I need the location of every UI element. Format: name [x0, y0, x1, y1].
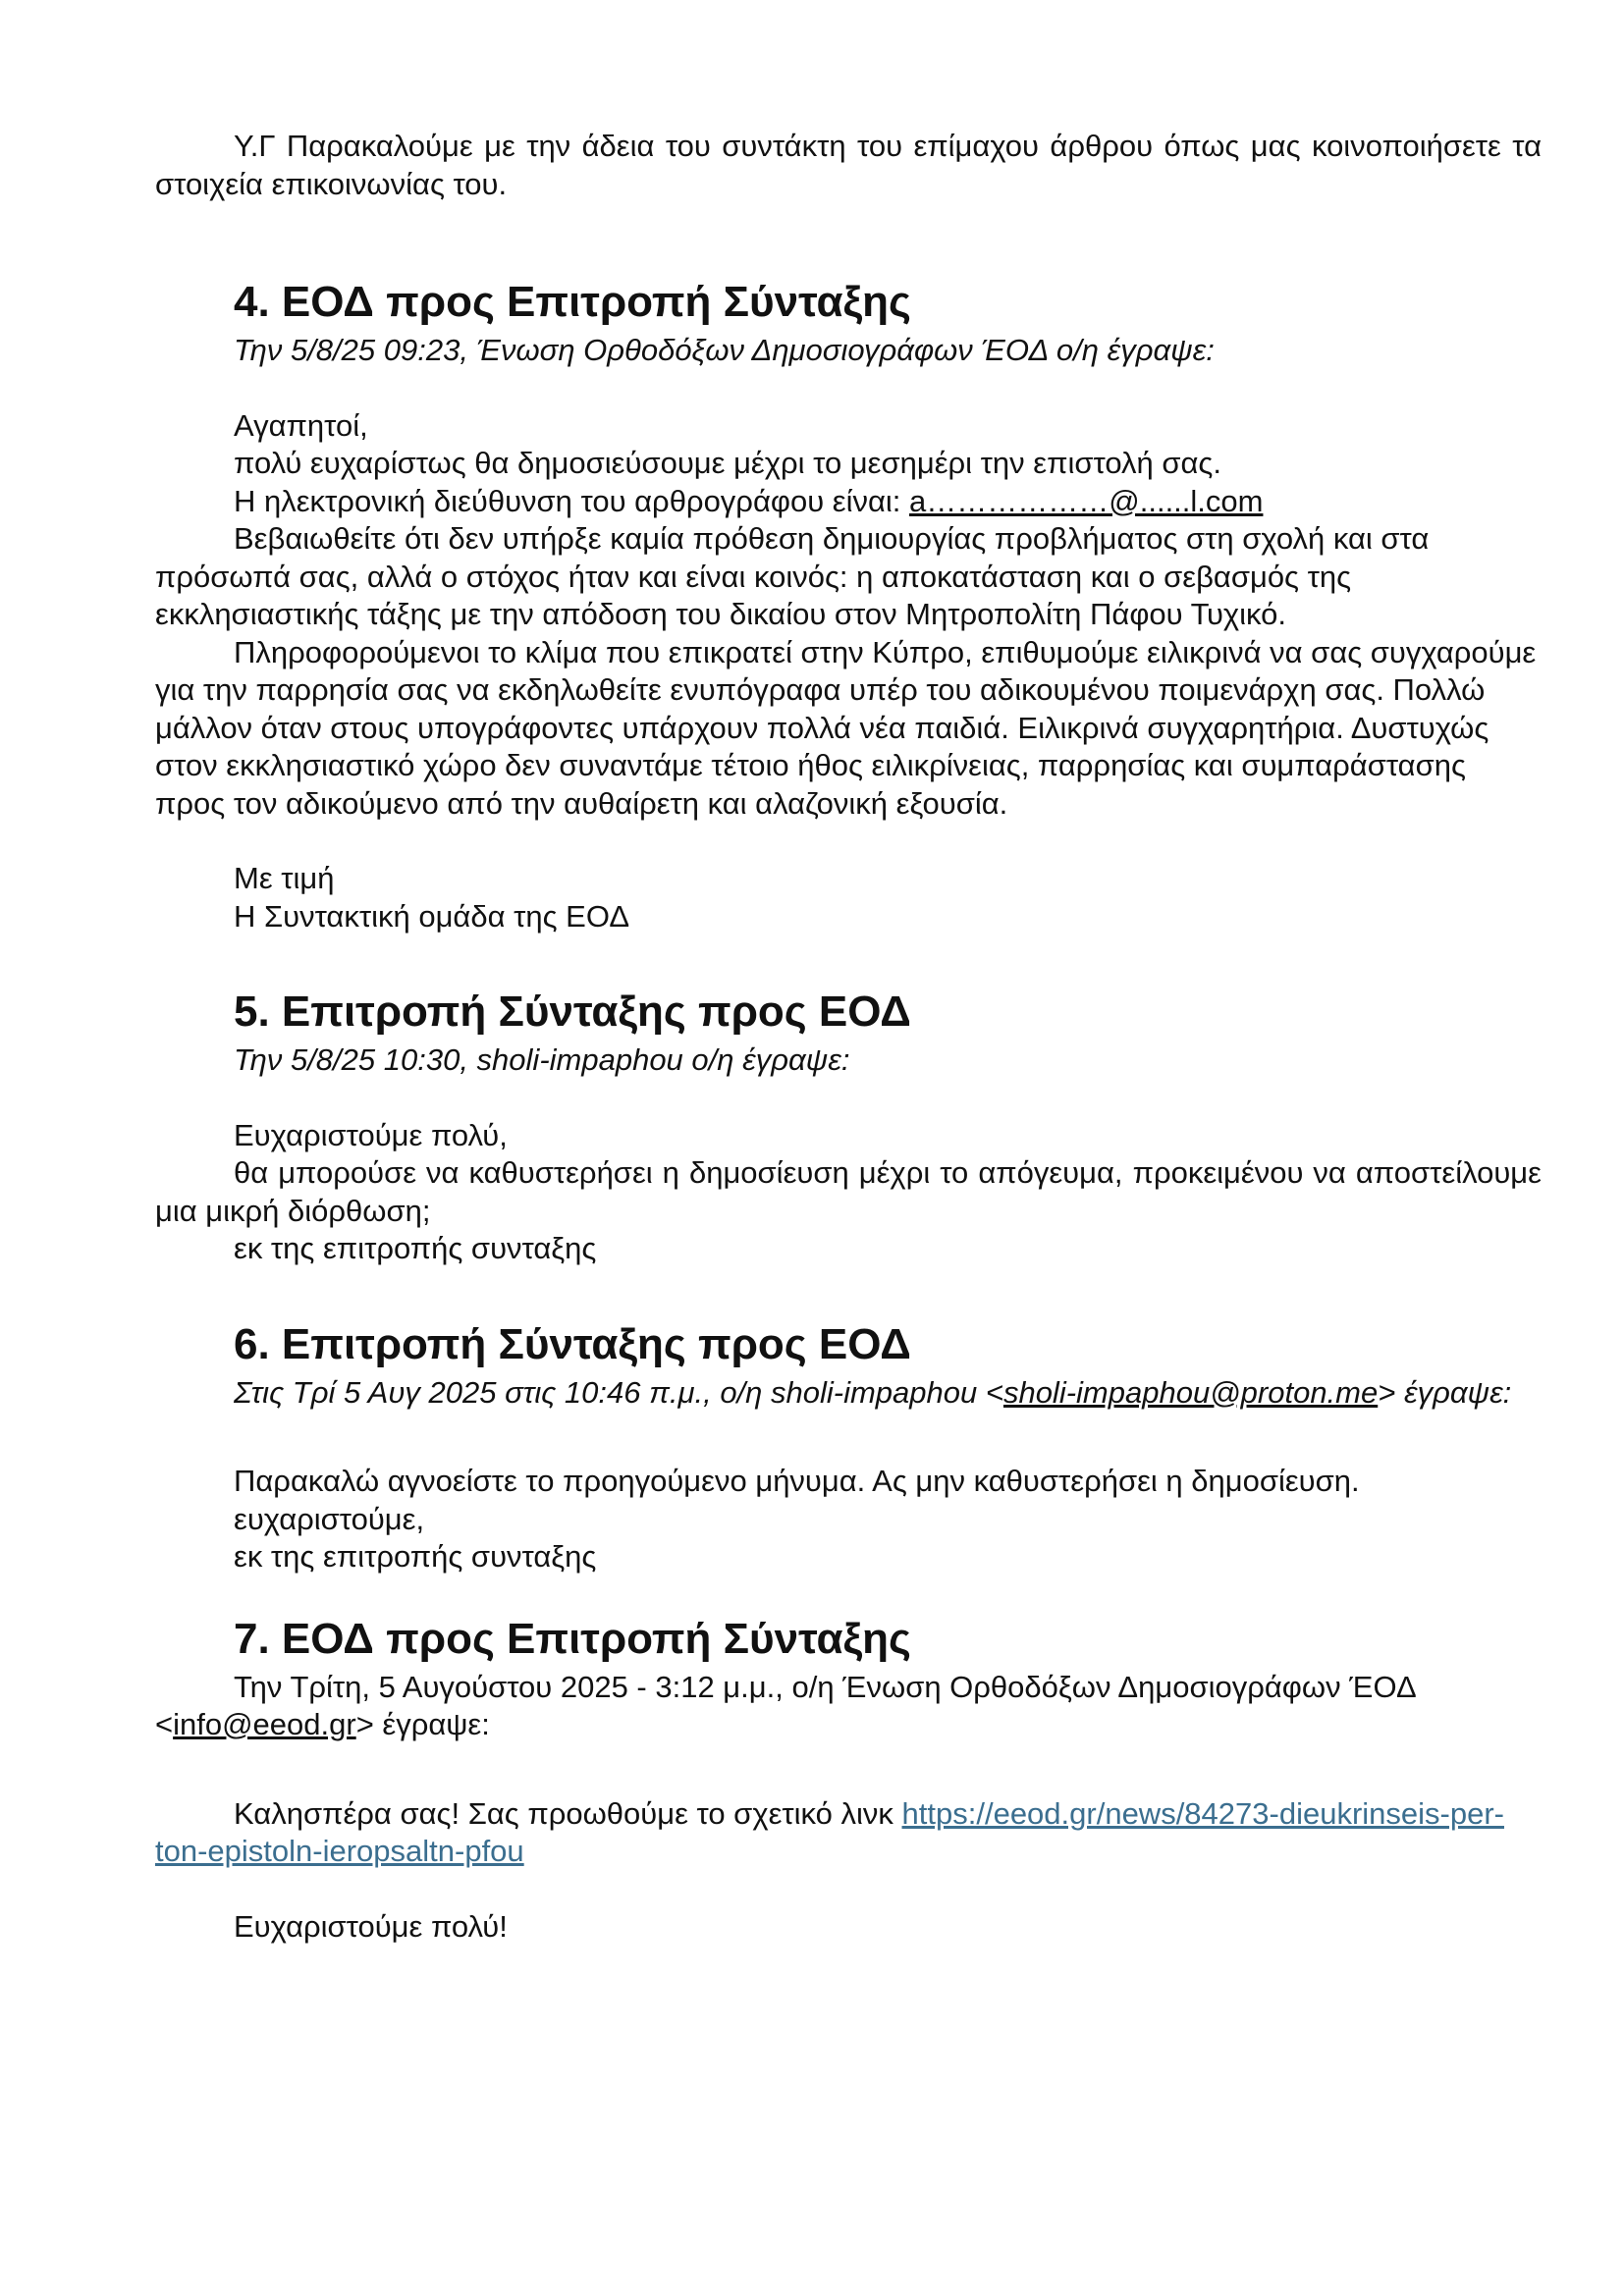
section-6-meta-suffix: > έγραψε:	[1378, 1374, 1512, 1410]
section-4-email-link[interactable]: a………………@......l.com	[909, 483, 1264, 518]
section-4-paragraph-1: Βεβαιωθείτε ότι δεν υπήρξε καμία πρόθεση δημιουργίας προβλήματος στη σχολή και στα πρόσωπά σας, αλλά ο στόχος ήταν και είναι κοινός: η αποκατάσταση και ο σεβασμός της εκκλησιαστικής τάξης με την απόδοση του δικαίου στον Μητροπολίτη Πάφου Τυχικό.	[155, 521, 1430, 631]
spacer	[155, 1744, 1542, 1795]
section-5	[155, 987, 1542, 1268]
section-7-meta-email-link[interactable]: info@eeod.gr	[173, 1707, 356, 1741]
section-4-email-prefix: Η ηλεκτρονική διεύθυνση του αρθρογράφου είναι:	[234, 483, 910, 518]
section-7-heading: 7. ΕΟΔ προς Επιτροπή Σύνταξης	[234, 1614, 911, 1663]
section-4-signoff-2: Η Συντακτική ομάδα της ΕΟΔ	[234, 898, 630, 934]
section-6-thanks: ευχαριστούμε,	[234, 1501, 425, 1536]
section-7-news-link[interactable]: https://eeod.gr/news/84273-dieukrinseis-per-ton-epistoln-ieropsaltn-pfou	[155, 1795, 1504, 1868]
document-page	[155, 128, 1542, 1946]
section-6	[155, 1319, 1542, 1576]
section-4-email-line	[155, 483, 1542, 521]
section-7-meta	[155, 1669, 1542, 1744]
section-6-meta-email-link[interactable]: sholi-impaphou@proton.me	[1002, 1374, 1379, 1410]
section-5-greeting: Ευχαριστούμε πολύ,	[234, 1117, 508, 1152]
section-7-meta-suffix: > έγραψε:	[355, 1707, 490, 1741]
spacer	[155, 1871, 1542, 1908]
intro-paragraph: Υ.Γ Παρακαλούμε με την άδεια του συντάκτη του επίμαχου άρθρου όπως μας κοινοποιήσετε τα στοιχεία επικοινωνίας του.	[155, 129, 1542, 201]
spacer	[155, 1412, 1542, 1463]
section-6-body: Παρακαλώ αγνοείστε το προηγούμενο μήνυμα. Ας μην καθυστερήσει η δημοσίευση.	[234, 1464, 1360, 1498]
section-5-body: θα μπορούσε να καθυστερήσει η δημοσίευση μέχρι το απόγευμα, προκειμένου να αποστείλουμε μια μικρή διόρθωση;	[155, 1155, 1542, 1228]
section-4-paragraph-2: Πληροφορούμενοι το κλίμα που επικρατεί στην Κύπρο, επιθυμούμε ειλικρινά να σας συγχαρούμε για την παρρησία σας να εκδηλωθείτε ενυπόγραφα υπέρ του αδικουμένου ποιμενάρχη σας. Πολλώ μάλλον όταν στους υπογράφοντες υπάρχουν πολλά νέα παιδιά. Ειλικρινά συγχαρητήρια. Δυστυχώς στον εκκλησιαστικό χώρο δεν συναντάμε τέτοιο ήθος ειλικρίνειας, παρρησίας και συμπαράστασης προς τον αδικούμενο από την αυθαίρετη και αλαζονική εξουσία.	[155, 634, 1537, 821]
section-7-closing: Ευχαριστούμε πολύ!	[234, 1908, 508, 1944]
spacer	[155, 1080, 1542, 1117]
spacer	[155, 823, 1542, 860]
spacer	[155, 203, 1542, 277]
section-4-greeting: Αγαπητοί,	[234, 407, 368, 443]
spacer	[155, 935, 1542, 987]
section-6-meta	[155, 1374, 1542, 1413]
section-4-line1: πολύ ευχαρίστως θα δημοσιεύσουμε μέχρι το μεσημέρι την επιστολή σας.	[234, 446, 1221, 480]
section-6-heading: 6. Επιτροπή Σύνταξης προς ΕΟΔ	[234, 1319, 911, 1368]
section-7	[155, 1614, 1542, 1947]
spacer	[155, 370, 1542, 407]
section-5-heading: 5. Επιτροπή Σύνταξης προς ΕΟΔ	[234, 988, 911, 1036]
section-6-meta-prefix: Στις Τρί 5 Αυγ 2025 στις 10:46 π.μ., ο/η sholi-impaphou <	[234, 1374, 1003, 1410]
section-5-meta: Την 5/8/25 10:30, sholi-impaphou ο/η έγραψε:	[234, 1042, 850, 1077]
spacer	[155, 1268, 1542, 1319]
section-4-heading: 4. ΕΟΔ προς Επιτροπή Σύνταξης	[234, 278, 911, 326]
section-7-body	[155, 1795, 1542, 1871]
section-7-body-prefix: Καλησπέρα σας! Σας προωθούμε το σχετικό λινκ	[234, 1795, 902, 1831]
section-4-signoff-1: Με τιμή	[234, 861, 335, 895]
section-4	[155, 277, 1542, 935]
section-4-meta: Την 5/8/25 09:23, Ένωση Ορθοδόξων Δημοσιογράφων ΈΟΔ ο/η έγραψε:	[234, 333, 1215, 367]
spacer	[155, 1576, 1542, 1614]
section-7-meta-prefix: Την Τρίτη, 5 Αυγούστου 2025 - 3:12 μ.μ., ο/η Ένωση Ορθοδόξων Δημοσιογράφων ΈΟΔ <	[155, 1669, 1415, 1741]
section-5-signoff: εκ της επιτροπής συνταξης	[234, 1231, 597, 1265]
section-6-signoff: εκ της επιτροπής συνταξης	[234, 1539, 597, 1574]
